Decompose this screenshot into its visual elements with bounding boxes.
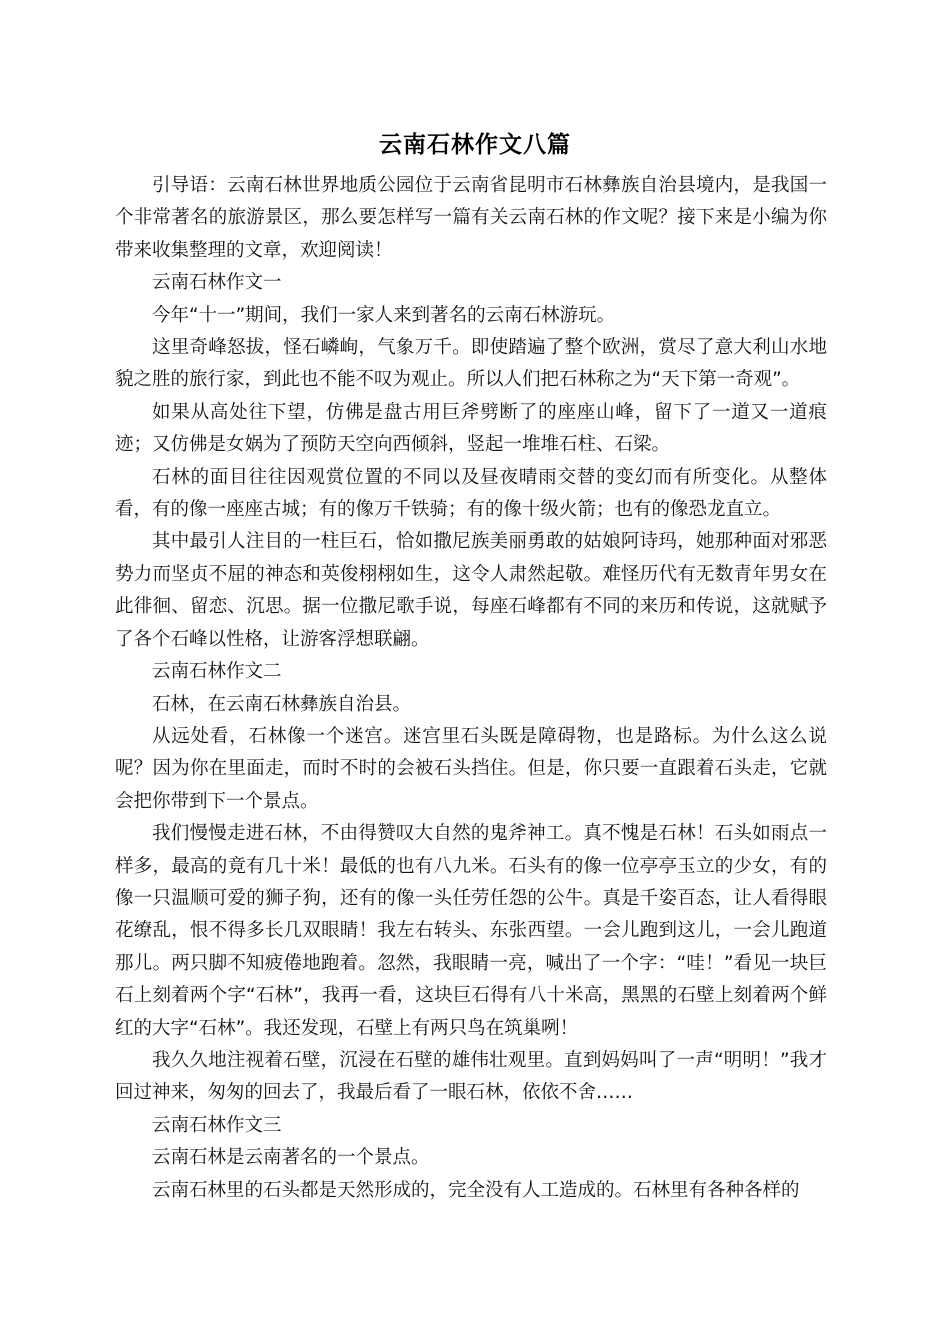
section-heading-2: 云南石林作文二: [152, 661, 282, 683]
paragraph: 云南石林里的石头都是天然形成的，完全没有人工造成的。石林里有各种各样的: [152, 1179, 800, 1201]
paragraph: 今年“十一”期间，我们一家人来到著名的云南石林游玩。: [152, 304, 616, 326]
paragraph: 这里奇峰怒拔，怪石嶙峋，气象万千。即使踏遍了整个欧洲，赏尽了意大利山水地貌之胜的旅行家，到此也不能不叹为观止。所以人们把石林称之为“天下第一奇观”。: [115, 337, 827, 391]
document-title: 云南石林作文八篇: [379, 132, 571, 159]
paragraph: 石林的面目往往因观赏位置的不同以及昼夜晴雨交替的变幻而有所变化。从整体看，有的像一座座古城；有的像万千铁骑；有的像十级火箭；也有的像恐龙直立。: [115, 466, 827, 521]
paragraph: 石林，在云南石林彝族自治县。: [152, 693, 412, 715]
paragraph: 从远处看，石林像一个迷宫。迷宫里石头既是障碍物，也是路标。为什么这么说呢？因为你在里面走，而时不时的会被石头挡住。但是，你只要一直跟着石头走，它就会把你带到下一个景点。: [115, 725, 827, 812]
document-body: [115, 170, 827, 1207]
section-heading-1: 云南石林作文一: [152, 272, 282, 294]
paragraph: 我们慢慢走进石林，不由得赞叹大自然的鬼斧神工。真不愧是石林！石头如雨点一样多，最高的竟有几十米！最低的也有八九米。石头有的像一位亭亭玉立的少女，有的像一只温顺可爱的狮子狗，还有的像一头任劳任怨的公牛。真是千姿百态，让人看得眼花缭乱，恨不得多长几双眼睛！我左右转头、东张西望。一会儿跑到这儿，一会儿跑道那儿。两只脚不知疲倦地跑着。忽然，我眼睛一亮，喊出了一个字：“哇！”看见一块巨石上刻着两个字“石林”，我再一看，这块巨石得有八十米高，黑黑的石壁上刻着两个鲜红的大字“石林”。我还发现，石壁上有两只鸟在筑巢咧！: [115, 823, 827, 1039]
section-heading-3: 云南石林作文三: [152, 1114, 282, 1136]
paragraph: 其中最引人注目的一柱巨石，恰如撒尼族美丽勇敢的姑娘阿诗玛，她那种面对邪恶势力而坚贞不屈的神态和英俊栩栩如生，这令人肃然起敬。难怪历代有无数青年男女在此徘徊、留恋、沉思。据一位撒尼歌手说，每座石峰都有不同的来历和传说，这就赋予了各个石峰以性格，让游客浮想联翩。: [115, 531, 827, 650]
paragraph: 如果从高处往下望，仿佛是盘古用巨斧劈断了的座座山峰，留下了一道又一道痕迹；又仿佛是女娲为了预防天空向西倾斜，竖起一堆堆石柱、石梁。: [115, 401, 827, 456]
intro-paragraph: 引导语：云南石林世界地质公园位于云南省昆明市石林彝族自治县境内，是我国一个非常著名的旅游景区，那么要怎样写一篇有关云南石林的作文呢？接下来是小编为你带来收集整理的文章，欢迎阅读！: [115, 175, 827, 261]
paragraph: 云南石林是云南著名的一个景点。: [152, 1147, 430, 1169]
paragraph: 我久久地注视着石壁，沉浸在石壁的雄伟壮观里。直到妈妈叫了一声“明明！”我才回过神来，匆匆的回去了，我最后看了一眼石林，依依不舍……: [115, 1049, 827, 1104]
